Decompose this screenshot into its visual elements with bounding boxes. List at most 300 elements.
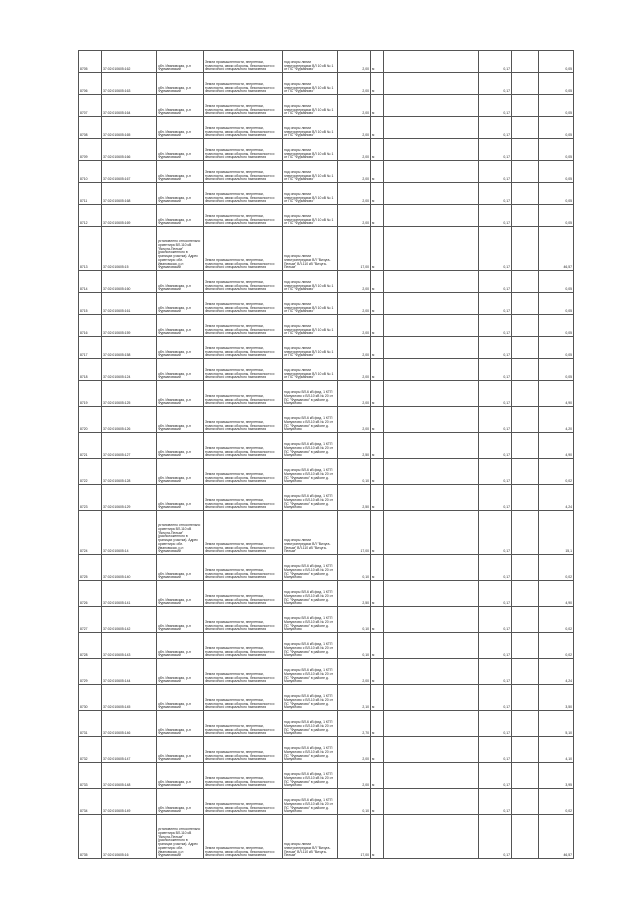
location-cell: обл. Ивановская, р-н Фурмановский	[157, 51, 204, 73]
land-category-cell: Земли промышленности, энергетики, транспорта, связи обороны, безопасности и земли иного специального назначения	[204, 183, 283, 205]
cadastral-number-cell: 37:02:010605:160	[102, 271, 157, 293]
area-cell: 2,00	[338, 51, 371, 73]
land-category-cell: Земли промышленности, энергетики, транспорта, связи обороны, безопасности и земли иного специального назначения	[204, 763, 283, 789]
cadastral-number-cell: 37:02:010605:14	[102, 511, 157, 555]
table-row	[79, 117, 574, 139]
row-number-cell: 8709	[79, 139, 102, 161]
permitted-use-cell: под опоры линии электропередачи ВЛ 10 кВ № 1 от ПС "Фурманово"	[283, 315, 338, 337]
table-row	[79, 763, 574, 789]
rate-cell: 0,17	[479, 271, 512, 293]
row-number-cell: 8716	[79, 315, 102, 337]
unit-cell: м	[371, 789, 384, 815]
value-cell: 0,02	[539, 607, 574, 633]
table-row	[79, 555, 574, 581]
location-cell: обл. Ивановская, р-н Фурмановский	[157, 711, 204, 737]
row-number-cell: 8735	[79, 815, 102, 859]
permitted-use-cell: под опоры линии электропередачи ВЛ 10 кВ № 1 от ПС "Фурманово"	[283, 73, 338, 95]
area-cell: 2,00	[338, 315, 371, 337]
row-number-cell: 8707	[79, 95, 102, 117]
empty-cell	[512, 407, 539, 433]
cadastral-number-cell: 37:02:010605:167	[102, 161, 157, 183]
value-cell: 0,05	[539, 271, 574, 293]
empty-cell	[384, 407, 479, 433]
area-cell: 2,00	[338, 205, 371, 227]
area-cell: 2,00	[338, 139, 371, 161]
cadastral-number-cell: 37:02:010605:127	[102, 433, 157, 459]
location-cell: обл. Ивановская, р-н Фурмановский	[157, 139, 204, 161]
empty-cell	[384, 359, 479, 381]
permitted-use-cell: под опоры ВЛ-6 кВ фид. 1 КТП Мануилово с ВЛ-10 кВ № 20 от ПС "Фурманово" в районе д. Мануилово	[283, 789, 338, 815]
table-row	[79, 381, 574, 407]
empty-cell	[512, 271, 539, 293]
empty-cell	[384, 555, 479, 581]
empty-cell	[512, 293, 539, 315]
land-category-cell: Земли промышленности, энергетики, транспорта, связи обороны, безопасности и земли иного специального назначения	[204, 459, 283, 485]
unit-cell: м	[371, 139, 384, 161]
unit-cell: м	[371, 315, 384, 337]
area-cell: 2,00	[338, 293, 371, 315]
row-number-cell: 8734	[79, 789, 102, 815]
area-cell: 0,10	[338, 459, 371, 485]
rate-cell: 0,17	[479, 511, 512, 555]
location-cell: установлено относительно ориентира ВЛ-110 кВ "Вичуга-Пелым" (расположенного в границах участка). Адрес ориентира: обл. Ивановская, р-н Фурмановский	[157, 227, 204, 271]
value-cell: 46,57	[539, 815, 574, 859]
land-category-cell: Земли промышленности, энергетики, транспорта, связи обороны, безопасности и земли иного специального назначения	[204, 815, 283, 859]
value-cell: 15,1	[539, 511, 574, 555]
location-cell: обл. Ивановская, р-н Фурмановский	[157, 685, 204, 711]
land-category-cell: Земли промышленности, энергетики, транспорта, связи обороны, безопасности и земли иного специального назначения	[204, 555, 283, 581]
empty-cell	[384, 685, 479, 711]
unit-cell: м	[371, 555, 384, 581]
location-cell: обл. Ивановская, р-н Фурмановский	[157, 95, 204, 117]
rate-cell: 0,17	[479, 433, 512, 459]
cadastral-number-cell: 37:02:010605:142	[102, 607, 157, 633]
unit-cell: м	[371, 633, 384, 659]
location-cell: установлено относительно ориентира ВЛ-110 кВ "Вичуга-Пелым" (расположенного в границах участка). Адрес ориентира: обл. Ивановская, р-н Фурмановский	[157, 815, 204, 859]
table-row	[79, 337, 574, 359]
row-number-cell: 8717	[79, 337, 102, 359]
rate-cell: 0,17	[479, 95, 512, 117]
table-row	[79, 271, 574, 293]
value-cell: 0,05	[539, 183, 574, 205]
unit-cell: м	[371, 607, 384, 633]
location-cell: обл. Ивановская, р-н Фурмановский	[157, 73, 204, 95]
permitted-use-cell: под опоры ВЛ-6 кВ фид. 1 КТП Мануилово с ВЛ-10 кВ № 20 от ПС "Фурманово" в районе д. Мануилово	[283, 381, 338, 407]
rate-cell: 0,17	[479, 337, 512, 359]
empty-cell	[512, 381, 539, 407]
table-row	[79, 227, 574, 271]
empty-cell	[384, 737, 479, 763]
empty-cell	[384, 485, 479, 511]
land-category-cell: Земли промышленности, энергетики, транспорта, связи обороны, безопасности и земли иного специального назначения	[204, 737, 283, 763]
land-category-cell: Земли промышленности, энергетики, транспорта, связи обороны, безопасности и земли иного специального назначения	[204, 789, 283, 815]
empty-cell	[384, 51, 479, 73]
rate-cell: 0,17	[479, 633, 512, 659]
empty-cell	[512, 73, 539, 95]
value-cell: 0,05	[539, 117, 574, 139]
area-cell: 2,10	[338, 685, 371, 711]
unit-cell: м	[371, 293, 384, 315]
area-cell: 0,10	[338, 789, 371, 815]
value-cell: 0,05	[539, 293, 574, 315]
unit-cell: м	[371, 183, 384, 205]
land-category-cell: Земли промышленности, энергетики, транспорта, связи обороны, безопасности и земли иного специального назначения	[204, 359, 283, 381]
table-row	[79, 183, 574, 205]
permitted-use-cell: под опоры линии электропередачи ВЛ 10 кВ № 1 от ПС "Фурманово"	[283, 205, 338, 227]
location-cell: обл. Ивановская, р-н Фурмановский	[157, 633, 204, 659]
rate-cell: 0,17	[479, 139, 512, 161]
permitted-use-cell: под опоры линии электропередачи ВЛ 10 кВ № 1 от ПС "Фурманово"	[283, 293, 338, 315]
land-category-cell: Земли промышленности, энергетики, транспорта, связи обороны, безопасности и земли иного специального назначения	[204, 271, 283, 293]
location-cell: обл. Ивановская, р-н Фурмановский	[157, 607, 204, 633]
unit-cell: м	[371, 433, 384, 459]
empty-cell	[384, 381, 479, 407]
area-cell: 2,00	[338, 183, 371, 205]
empty-cell	[384, 511, 479, 555]
permitted-use-cell: под опоры ВЛ-6 кВ фид. 1 КТП Мануилово с ВЛ-10 кВ № 20 от ПС "Фурманово" в районе д. Мануилово	[283, 659, 338, 685]
land-category-cell: Земли промышленности, энергетики, транспорта, связи обороны, безопасности и земли иного специального назначения	[204, 607, 283, 633]
location-cell: обл. Ивановская, р-н Фурмановский	[157, 337, 204, 359]
permitted-use-cell: под опоры ВЛ-6 кВ фид. 1 КТП Мануилово с ВЛ-10 кВ № 20 от ПС "Фурманово" в районе д. Мануилово	[283, 607, 338, 633]
location-cell: обл. Ивановская, р-н Фурмановский	[157, 315, 204, 337]
land-category-cell: Земли промышленности, энергетики, транспорта, связи обороны, безопасности и земли иного специального назначения	[204, 227, 283, 271]
unit-cell: м	[371, 685, 384, 711]
empty-cell	[384, 581, 479, 607]
cadastral-number-cell: 37:02:010605:125	[102, 381, 157, 407]
cadastral-number-cell: 37:02:010605:126	[102, 407, 157, 433]
rate-cell: 0,17	[479, 555, 512, 581]
empty-cell	[384, 117, 479, 139]
row-number-cell: 8724	[79, 511, 102, 555]
permitted-use-cell: под опоры линии электропередачи ВЛ 10 кВ № 1 от ПС "Фурманово"	[283, 359, 338, 381]
table-row	[79, 685, 574, 711]
rate-cell: 0,17	[479, 73, 512, 95]
value-cell: 3,95	[539, 763, 574, 789]
value-cell: 0,05	[539, 161, 574, 183]
land-category-cell: Земли промышленности, энергетики, транспорта, связи обороны, безопасности и земли иного специального назначения	[204, 205, 283, 227]
empty-cell	[384, 161, 479, 183]
location-cell: обл. Ивановская, р-н Фурмановский	[157, 161, 204, 183]
unit-cell: м	[371, 815, 384, 859]
location-cell: обл. Ивановская, р-н Фурмановский	[157, 459, 204, 485]
empty-cell	[384, 763, 479, 789]
empty-cell	[512, 117, 539, 139]
value-cell: 4,90	[539, 581, 574, 607]
rate-cell: 0,17	[479, 183, 512, 205]
permitted-use-cell: под опоры ВЛ-6 кВ фид. 1 КТП Мануилово с ВЛ-10 кВ № 20 от ПС "Фурманово" в районе д. Мануилово	[283, 685, 338, 711]
area-cell: 0,10	[338, 633, 371, 659]
empty-cell	[512, 763, 539, 789]
permitted-use-cell: под опоры ВЛ-6 кВ фид. 1 КТП Мануилово с ВЛ-10 кВ № 20 от ПС "Фурманово" в районе д. Мануилово	[283, 737, 338, 763]
cadastral-number-cell: 37:02:010605:159	[102, 315, 157, 337]
row-number-cell: 8719	[79, 381, 102, 407]
empty-cell	[384, 459, 479, 485]
cadastral-number-cell: 37:02:010605:149	[102, 789, 157, 815]
row-number-cell: 8729	[79, 659, 102, 685]
permitted-use-cell: под опоры линии электропередачи ВЛ 10 кВ № 1 от ПС "Фурманово"	[283, 271, 338, 293]
rate-cell: 0,17	[479, 293, 512, 315]
area-cell: 2,50	[338, 485, 371, 511]
table-row	[79, 205, 574, 227]
value-cell: 4,90	[539, 433, 574, 459]
row-number-cell: 8715	[79, 293, 102, 315]
value-cell: 0,05	[539, 337, 574, 359]
row-number-cell: 8718	[79, 359, 102, 381]
unit-cell: м	[371, 485, 384, 511]
row-number-cell: 8731	[79, 711, 102, 737]
empty-cell	[384, 633, 479, 659]
rate-cell: 0,17	[479, 711, 512, 737]
location-cell: обл. Ивановская, р-н Фурмановский	[157, 763, 204, 789]
empty-cell	[512, 659, 539, 685]
table-row	[79, 51, 574, 73]
land-category-cell: Земли промышленности, энергетики, транспорта, связи обороны, безопасности и земли иного специального назначения	[204, 581, 283, 607]
cadastral-number-cell: 37:02:010605:146	[102, 711, 157, 737]
land-category-cell: Земли промышленности, энергетики, транспорта, связи обороны, безопасности и земли иного специального назначения	[204, 117, 283, 139]
empty-cell	[512, 685, 539, 711]
empty-cell	[512, 95, 539, 117]
land-category-cell: Земли промышленности, энергетики, транспорта, связи обороны, безопасности и земли иного специального назначения	[204, 73, 283, 95]
table-row	[79, 659, 574, 685]
row-number-cell: 8712	[79, 205, 102, 227]
permitted-use-cell: под опоры ВЛ-6 кВ фид. 1 КТП Мануилово с ВЛ-10 кВ № 20 от ПС "Фурманово" в районе д. Мануилово	[283, 407, 338, 433]
unit-cell: м	[371, 659, 384, 685]
empty-cell	[384, 337, 479, 359]
unit-cell: м	[371, 205, 384, 227]
table-row	[79, 95, 574, 117]
location-cell: обл. Ивановская, р-н Фурмановский	[157, 183, 204, 205]
table-row	[79, 607, 574, 633]
empty-cell	[512, 337, 539, 359]
permitted-use-cell: под опоры ВЛ-6 кВ фид. 1 КТП Мануилово с ВЛ-10 кВ № 20 от ПС "Фурманово" в районе д. Мануилово	[283, 433, 338, 459]
permitted-use-cell: под опоры ВЛ-6 кВ фид. 1 КТП Мануилово с ВЛ-10 кВ № 20 от ПС "Фурманово" в районе д. Мануилово	[283, 711, 338, 737]
empty-cell	[512, 183, 539, 205]
value-cell: 0,02	[539, 459, 574, 485]
rate-cell: 0,17	[479, 581, 512, 607]
area-cell: 2,00	[338, 271, 371, 293]
value-cell: 5,10	[539, 711, 574, 737]
row-number-cell: 8708	[79, 117, 102, 139]
row-number-cell: 8723	[79, 485, 102, 511]
table-row	[79, 459, 574, 485]
area-cell: 2,00	[338, 763, 371, 789]
cadastral-number-cell: 37:02:010605:16	[102, 815, 157, 859]
cadastral-number-cell: 37:02:010605:15	[102, 227, 157, 271]
rate-cell: 0,17	[479, 381, 512, 407]
empty-cell	[512, 607, 539, 633]
empty-cell	[384, 433, 479, 459]
cadastral-number-cell: 37:02:010605:143	[102, 633, 157, 659]
value-cell: 4,20	[539, 407, 574, 433]
area-cell: 0,10	[338, 555, 371, 581]
value-cell: 3,50	[539, 685, 574, 711]
land-category-cell: Земли промышленности, энергетики, транспорта, связи обороны, безопасности и земли иного специального назначения	[204, 139, 283, 161]
location-cell: обл. Ивановская, р-н Фурмановский	[157, 789, 204, 815]
permitted-use-cell: под опоры ВЛ-6 кВ фид. 1 КТП Мануилово с ВЛ-10 кВ № 20 от ПС "Фурманово" в районе д. Мануилово	[283, 633, 338, 659]
area-cell: 2,00	[338, 73, 371, 95]
location-cell: обл. Ивановская, р-н Фурмановский	[157, 407, 204, 433]
unit-cell: м	[371, 459, 384, 485]
empty-cell	[384, 815, 479, 859]
area-cell: 2,00	[338, 407, 371, 433]
permitted-use-cell: под опоры ВЛ-6 кВ фид. 1 КТП Мануилово с ВЛ-10 кВ № 20 от ПС "Фурманово" в районе д. Мануилово	[283, 459, 338, 485]
permitted-use-cell: под опоры ВЛ-6 кВ фид. 1 КТП Мануилово с ВЛ-10 кВ № 20 от ПС "Фурманово" в районе д. Мануилово	[283, 763, 338, 789]
rate-cell: 0,17	[479, 51, 512, 73]
empty-cell	[384, 95, 479, 117]
rate-cell: 0,17	[479, 161, 512, 183]
permitted-use-cell: под опоры линии электропередачи ВЛ "Вичуга-Пелым" ВЛ-110 кВ "Вичуга-Пелым"	[283, 511, 338, 555]
cadastral-number-cell: 37:02:010605:128	[102, 459, 157, 485]
cadastral-number-cell: 37:02:010605:163	[102, 73, 157, 95]
table-row	[79, 433, 574, 459]
location-cell: обл. Ивановская, р-н Фурмановский	[157, 433, 204, 459]
area-cell: 2,00	[338, 161, 371, 183]
rate-cell: 0,17	[479, 789, 512, 815]
table-row	[79, 315, 574, 337]
cadastral-number-cell: 37:02:010605:141	[102, 581, 157, 607]
empty-cell	[512, 711, 539, 737]
table-row	[79, 511, 574, 555]
row-number-cell: 8730	[79, 685, 102, 711]
cadastral-number-cell: 37:02:010605:140	[102, 555, 157, 581]
rate-cell: 0,17	[479, 359, 512, 381]
value-cell: 4,24	[539, 485, 574, 511]
land-category-cell: Земли промышленности, энергетики, транспорта, связи обороны, безопасности и земли иного специального назначения	[204, 485, 283, 511]
land-category-cell: Земли промышленности, энергетики, транспорта, связи обороны, безопасности и земли иного специального назначения	[204, 407, 283, 433]
location-cell: обл. Ивановская, р-н Фурмановский	[157, 205, 204, 227]
rate-cell: 0,17	[479, 737, 512, 763]
area-cell: 2,00	[338, 95, 371, 117]
land-category-cell: Земли промышленности, энергетики, транспорта, связи обороны, безопасности и земли иного специального назначения	[204, 161, 283, 183]
empty-cell	[512, 511, 539, 555]
rate-cell: 0,17	[479, 315, 512, 337]
empty-cell	[384, 205, 479, 227]
row-number-cell: 8713	[79, 227, 102, 271]
unit-cell: м	[371, 581, 384, 607]
value-cell: 0,02	[539, 789, 574, 815]
row-number-cell: 8732	[79, 737, 102, 763]
value-cell: 4,10	[539, 737, 574, 763]
rate-cell: 0,17	[479, 607, 512, 633]
cadastral-number-cell: 37:02:010605:166	[102, 139, 157, 161]
unit-cell: м	[371, 161, 384, 183]
row-number-cell: 8727	[79, 607, 102, 633]
permitted-use-cell: под опоры ВЛ-6 кВ фид. 1 КТП Мануилово с ВЛ-10 кВ № 20 от ПС "Фурманово" в районе д. Мануилово	[283, 581, 338, 607]
empty-cell	[512, 633, 539, 659]
empty-cell	[384, 607, 479, 633]
row-number-cell: 8726	[79, 581, 102, 607]
row-number-cell: 8722	[79, 459, 102, 485]
empty-cell	[512, 459, 539, 485]
rate-cell: 0,17	[479, 815, 512, 859]
land-category-cell: Земли промышленности, энергетики, транспорта, связи обороны, безопасности и земли иного специального назначения	[204, 337, 283, 359]
value-cell: 0,05	[539, 139, 574, 161]
location-cell: обл. Ивановская, р-н Фурмановский	[157, 555, 204, 581]
row-number-cell: 8711	[79, 183, 102, 205]
table-row	[79, 581, 574, 607]
table-row	[79, 407, 574, 433]
table-row	[79, 293, 574, 315]
cadastral-number-cell: 37:02:010605:129	[102, 485, 157, 511]
empty-cell	[384, 315, 479, 337]
area-cell: 2,50	[338, 581, 371, 607]
table-row	[79, 711, 574, 737]
empty-cell	[512, 581, 539, 607]
row-number-cell: 8705	[79, 51, 102, 73]
table-row	[79, 815, 574, 859]
row-number-cell: 8710	[79, 161, 102, 183]
permitted-use-cell: под опоры линии электропередачи ВЛ 10 кВ № 1 от ПС "Фурманово"	[283, 337, 338, 359]
area-cell: 2,00	[338, 659, 371, 685]
table-row	[79, 485, 574, 511]
row-number-cell: 8728	[79, 633, 102, 659]
empty-cell	[512, 139, 539, 161]
cadastral-number-cell: 37:02:010605:164	[102, 95, 157, 117]
location-cell: обл. Ивановская, р-н Фурмановский	[157, 659, 204, 685]
unit-cell: м	[371, 763, 384, 789]
unit-cell: м	[371, 337, 384, 359]
unit-cell: м	[371, 117, 384, 139]
permitted-use-cell: под опоры линии электропередачи ВЛ 10 кВ № 1 от ПС "Фурманово"	[283, 139, 338, 161]
cadastral-number-cell: 37:02:010605:144	[102, 659, 157, 685]
row-number-cell: 8725	[79, 555, 102, 581]
rate-cell: 0,17	[479, 117, 512, 139]
table-row	[79, 633, 574, 659]
rate-cell: 0,17	[479, 205, 512, 227]
land-category-cell: Земли промышленности, энергетики, транспорта, связи обороны, безопасности и земли иного специального назначения	[204, 659, 283, 685]
location-cell: установлено относительно ориентира ВЛ-110 кВ "Вичуга-Пелым" (расположенного в границах участка). Адрес ориентира: обл. Ивановская, р-н Фурмановский	[157, 511, 204, 555]
location-cell: обл. Ивановская, р-н Фурмановский	[157, 359, 204, 381]
cadastral-number-cell: 37:02:010605:124	[102, 359, 157, 381]
land-category-cell: Земли промышленности, энергетики, транспорта, связи обороны, безопасности и земли иного специального назначения	[204, 315, 283, 337]
value-cell: 0,05	[539, 73, 574, 95]
land-category-cell: Земли промышленности, энергетики, транспорта, связи обороны, безопасности и земли иного специального назначения	[204, 293, 283, 315]
rate-cell: 0,17	[479, 459, 512, 485]
unit-cell: м	[371, 737, 384, 763]
rate-cell: 0,17	[479, 407, 512, 433]
rate-cell: 0,17	[479, 659, 512, 685]
area-cell: 0,10	[338, 607, 371, 633]
area-cell: 2,70	[338, 711, 371, 737]
empty-cell	[512, 315, 539, 337]
land-plot-register-table	[78, 50, 574, 859]
empty-cell	[384, 293, 479, 315]
value-cell: 0,05	[539, 51, 574, 73]
empty-cell	[384, 139, 479, 161]
cadastral-number-cell: 37:02:010605:158	[102, 337, 157, 359]
empty-cell	[384, 183, 479, 205]
area-cell: 2,00	[338, 381, 371, 407]
area-cell: 2,00	[338, 117, 371, 139]
location-cell: обл. Ивановская, р-н Фурмановский	[157, 117, 204, 139]
permitted-use-cell: под опоры линии электропередачи ВЛ "Вичуга-Пелым" ВЛ-110 кВ "Вичуга-Пелым"	[283, 227, 338, 271]
cadastral-number-cell: 37:02:010605:161	[102, 293, 157, 315]
location-cell: обл. Ивановская, р-н Фурмановский	[157, 293, 204, 315]
empty-cell	[512, 555, 539, 581]
permitted-use-cell: под опоры ВЛ-6 кВ фид. 1 КТП Мануилово с ВЛ-10 кВ № 20 от ПС "Фурманово" в районе д. Мануилово	[283, 555, 338, 581]
empty-cell	[512, 161, 539, 183]
empty-cell	[384, 73, 479, 95]
unit-cell: м	[371, 271, 384, 293]
cadastral-number-cell: 37:02:010605:162	[102, 51, 157, 73]
table-row	[79, 359, 574, 381]
location-cell: обл. Ивановская, р-н Фурмановский	[157, 271, 204, 293]
area-cell: 17,00	[338, 815, 371, 859]
land-category-cell: Земли промышленности, энергетики, транспорта, связи обороны, безопасности и земли иного специального назначения	[204, 685, 283, 711]
permitted-use-cell: под опоры линии электропередачи ВЛ 10 кВ № 1 от ПС "Фурманово"	[283, 117, 338, 139]
value-cell: 0,02	[539, 555, 574, 581]
cadastral-number-cell: 37:02:010605:148	[102, 763, 157, 789]
